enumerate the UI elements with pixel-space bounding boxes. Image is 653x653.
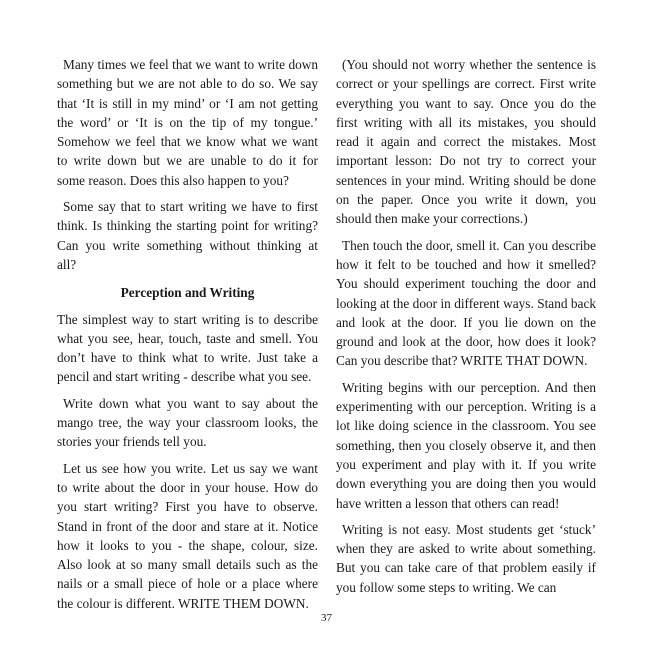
paragraph: Writing begins with our perception. And then experimenting with our perception. Writing is a lot like doing science in the classroom. You see something, then you closely observe it, and then you experiment and play with it. If you write down everything you are doing then you would have written a lesson that others can read! (336, 379, 596, 511)
section-heading: Perception and Writing (120, 285, 255, 301)
paragraph: The simplest way to start writing is to describe what you see, hear, touch, taste and smell. You don’t have to think what to write. Just take a pencil and start writing - describe what you see. (57, 311, 318, 385)
right-column (336, 55, 596, 604)
paragraph: Let us see how you write. Let us say we want to write about the door in your house. How do you start writing? First you have to observe. Stand in front of the door and stare at it. Notice how it looks to you - the shape, colour, size. Also look at so many small details such as the nails or a small piece of hole or a place where the colour is different. WRITE THEM DOWN. (57, 460, 318, 611)
paragraph: Write down what you want to say about the mango tree, the way your classroom looks, the stories your friends tell you. (57, 395, 318, 450)
left-column (57, 55, 318, 620)
paragraph: Some say that to start writing we have to first think. Is thinking the starting point for writing? Can you write something without thinking at all? (57, 199, 318, 272)
page-number: 37 (321, 612, 332, 624)
paragraph: Writing is not easy. Most students get ‘stuck’ when they are asked to write about something. But you can take care of that problem easily if you follow some steps to writing. We can (336, 521, 596, 595)
paragraph: (You should not worry whether the sentence is correct or your spellings are correct. First write everything you want to say. Once you do the first writing with all its mistakes, you should read it again and correct the mistakes. Most important lesson: Do not try to correct your sentences in your mind. Writing should be done on the paper. Once you write it down, you should then make your corrections.) (336, 57, 596, 227)
paragraph: Many times we feel that we want to write down something but we are not able to do so. We say that ‘It is still in my mind’ or ‘I am not getting the word’ or ‘It is on the tip of my tongue.’ Somehow we feel that we know what we want to write down but we are unable to do it for some reason. Does this also happen to you? (57, 57, 318, 188)
paragraph: Then touch the door, smell it. Can you describe how it felt to be touched and how it smelled? You should experiment touching the door and looking at the door in different ways. Stand back and look at the door. If you lie down on the ground and look at the door, how does it look? Can you describe that? WRITE THAT DOWN. (336, 237, 596, 369)
